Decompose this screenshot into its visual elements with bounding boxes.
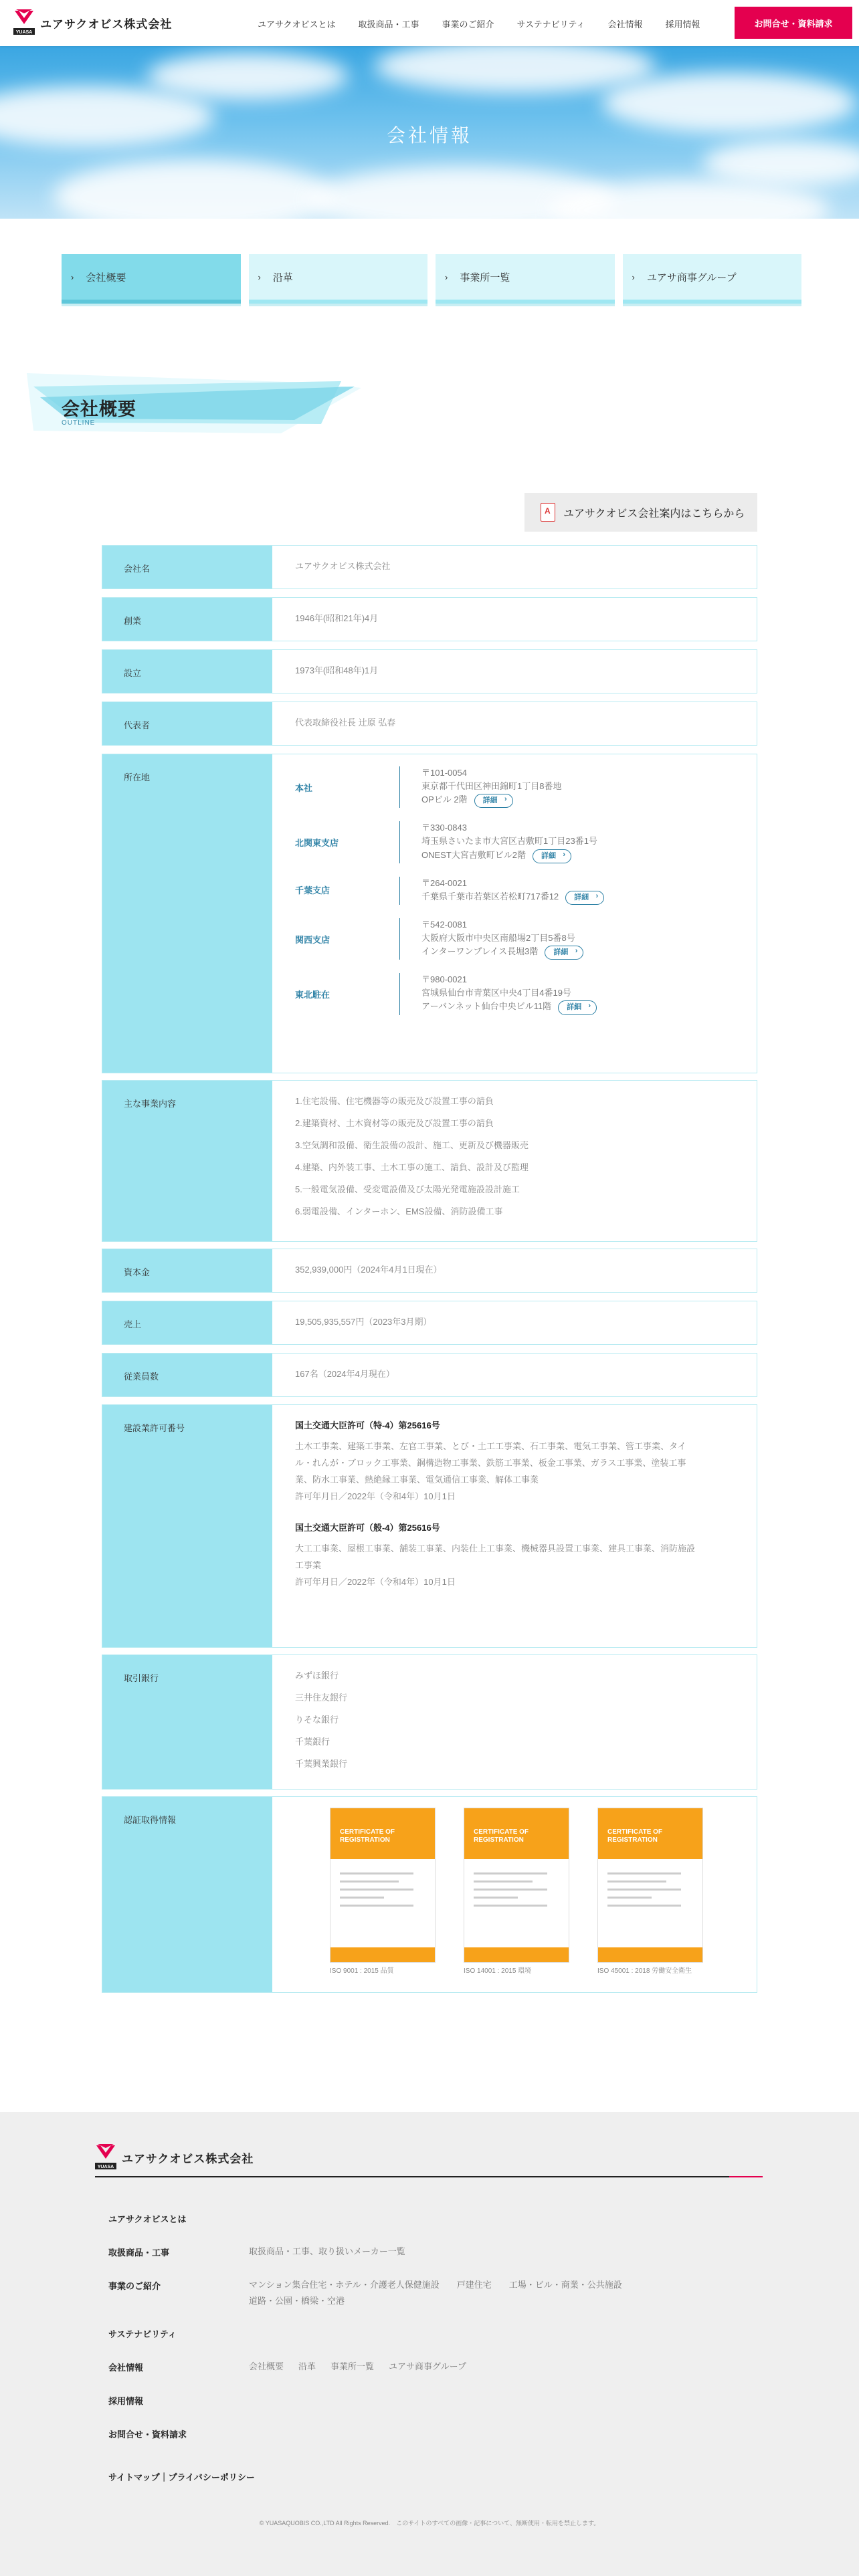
footer-link-contact[interactable]: お問合せ・資料請求 [108,2430,187,2440]
row-label: 創業 [102,598,272,641]
certificate-iso45001[interactable] [597,1808,703,1975]
certificate-image [464,1808,569,1963]
detail-button[interactable]: 詳細 › [545,946,583,960]
office-address: 埼玉県さいたま市大宮区吉敷町1丁目23番1号 [421,836,597,847]
office-name: 東北駐在 [295,990,330,1000]
detail-button[interactable]: 詳細 › [533,849,571,863]
row-value: 1946年(昭和21年)4月 [295,613,379,623]
footer-sub-outline[interactable]: 会社概要 [249,2361,284,2371]
license-date: 許可年月日／2022年（令和4年）10月1日 [295,1491,456,1501]
office-tohoku [295,973,757,1014]
certificate-caption: ISO 45001 : 2018 労働安全衛生 [597,1967,692,1975]
certificate-image [597,1808,703,1963]
row-value: 352,939,000円（2024年4月1日現在） [295,1265,442,1275]
certificate-iso14001[interactable] [464,1808,569,1975]
office-building: ONEST大宮吉敷町ビル2階 [421,849,527,860]
footer-sitemap-privacy[interactable]: サイトマップ｜プライバシーポリシー [108,2472,255,2482]
office-building: OPビル 2階 [421,794,468,805]
footer-sub-history[interactable]: 沿革 [298,2361,316,2371]
footer-link-recruit[interactable]: 採用情報 [108,2396,144,2406]
row-capital [102,1249,757,1293]
office-zip: 〒101-0054 [421,768,467,778]
office-name: 関西支店 [295,934,330,945]
logo-mark-text: YUASA [15,30,33,35]
office-chiba [295,877,757,905]
row-value: 代表取締役社長 辻原 弘春 [295,718,396,728]
certificate-image [330,1808,436,1963]
business-item: 6.弱電設備、インターホン、EMS設備、消防設備工事 [295,1206,503,1216]
row-value: 167名（2024年4月現在） [295,1369,395,1379]
footer-link-sustainability[interactable]: サステナビリティ [108,2329,177,2339]
office-address: 宮城県仙台市青葉区中央4丁目4番19号 [421,988,571,998]
certificate-caption: ISO 14001 : 2015 環境 [464,1967,532,1975]
office-zip: 〒980-0021 [421,974,467,985]
row-label: 所在地 [102,754,272,1073]
section-subtitle: OUTLINE [62,419,96,427]
hero-banner [0,46,859,219]
row-company [102,545,757,589]
nav-item-sustainability[interactable]: サステナビリティ [516,19,585,29]
row-label: 取引銀行 [102,1655,272,1789]
yuasa-logo-icon [13,9,35,36]
cloud [54,160,335,219]
license-line: 大工工事業、屋根工事業、舗装工事業、内装仕上工事業、機械器具設置工事業、建具工事業、消防施設 [295,1543,696,1553]
chevron-right-icon: › [632,272,635,282]
row-label: 資本金 [102,1249,272,1292]
logo-mark-text: YUASA [97,2165,114,2169]
license-heading: 国土交通大臣許可（特-4）第25616号 [295,1420,440,1430]
copyright: © YUASAQUOBIS CO.,LTD All Rights Reserved. このサイトのすべての画像・記事について、無断使用・転用を禁止します。 [259,2520,600,2527]
tab-offices[interactable] [436,254,615,304]
row-label: 売上 [102,1301,272,1344]
row-label: 代表者 [102,702,272,745]
row-founded [102,597,757,641]
row-address [102,754,757,1073]
cloud [375,46,656,93]
row-label: 従業員数 [102,1354,272,1396]
office-building: アーバンネット仙台中央ビル11階 [421,1001,552,1012]
footer-link-company[interactable]: 会社情報 [108,2363,144,2373]
tab-label: 事業所一覧 [460,272,510,284]
page-tabs [62,254,801,304]
footer-link-business[interactable]: 事業のご紹介 [108,2281,161,2291]
business-item: 1.住宅設備、住宅機器等の販売及び設置工事の請負 [295,1096,494,1106]
chevron-right-icon: › [445,272,448,282]
footer-link-products[interactable]: 取扱商品・工事 [108,2248,170,2258]
office-zip: 〒542-0081 [421,919,467,930]
footer-sub-group[interactable]: ユアサ商事グループ [389,2361,467,2371]
certificate-title: CERTIFICATE OF REGISTRATION [340,1828,395,1844]
row-label: 主な事業内容 [102,1081,272,1241]
row-established [102,649,757,693]
logo-name: ユアサクオビス株式会社 [40,17,173,31]
tab-group[interactable] [623,254,802,304]
row-value: 1973年(昭和48年)1月 [295,665,379,675]
chevron-right-icon: › [258,272,261,282]
office-name: 千葉支店 [295,885,330,895]
nav-item-business[interactable]: 事業のご紹介 [442,19,494,29]
bank-item: 千葉銀行 [295,1737,330,1747]
row-business [102,1080,757,1242]
section-title: 会社概要 [62,399,136,419]
license-date: 許可年月日／2022年（令和4年）10月1日 [295,1577,456,1587]
tab-label: ユアサ商事グループ [646,272,737,284]
row-label: 会社名 [102,546,272,588]
row-sales [102,1301,757,1345]
certificate-caption: ISO 9001 : 2015 品質 [330,1967,394,1975]
row-banks [102,1654,757,1790]
bank-item: 千葉興業銀行 [295,1759,348,1769]
cloud [147,53,348,100]
global-nav [258,17,723,30]
row-license [102,1404,757,1648]
certificate-title: CERTIFICATE OF REGISTRATION [474,1828,529,1844]
office-kitakanto [295,821,757,863]
certificate-title: CERTIFICATE OF REGISTRATION [607,1828,663,1844]
footer-logo-name: ユアサクオビス株式会社 [122,2152,254,2165]
bank-item: 三井住友銀行 [295,1693,348,1703]
row-employees [102,1353,757,1397]
footer-sub-offices[interactable]: 事業所一覧 [330,2361,375,2371]
nav-item-about[interactable]: ユアサクオビスとは [258,19,336,29]
license-heading: 国土交通大臣許可（般-4）第25616号 [295,1523,440,1533]
footer-link-about[interactable]: ユアサクオビスとは [108,2214,187,2224]
detail-button[interactable]: 詳細 › [565,891,604,905]
office-address: 千葉県千葉市若葉区若松町717番12 [421,891,559,901]
site-header [0,0,859,46]
office-zip: 〒330-0843 [421,823,467,833]
footer-logo[interactable] [95,2144,254,2171]
office-head [295,766,757,808]
business-item: 3.空気調和設備、衛生設備の設計、施工、更新及び機器販売 [295,1140,529,1150]
detail-button[interactable]: 詳細 › [558,1000,597,1014]
business-item: 4.建築、内外装工事、土木工事の施工、請負、設計及び監理 [295,1162,529,1172]
tab-history[interactable] [249,254,428,304]
office-address: 大阪府大阪市中央区南船場2丁目5番8号 [421,932,575,943]
row-value: 19,505,935,557円（2023年3月期） [295,1317,432,1327]
business-item: 5.一般電気設備、受変電設備及び太陽光発電施設設計施工 [295,1184,520,1194]
tab-label: 会社概要 [86,272,126,284]
detail-button[interactable]: 詳細 › [474,794,513,808]
certificate-iso9001[interactable] [330,1808,436,1975]
office-name: 本社 [295,783,313,793]
business-item: 2.建築資材、土木資材等の販売及び設置工事の請負 [295,1118,494,1128]
pdf-download-button[interactable] [524,493,757,532]
office-address: 東京都千代田区神田錦町1丁目8番地 [421,781,562,792]
tab-label: 沿革 [272,272,293,284]
pdf-button-label: ユアサクオビス会社案内はこちらから [563,508,745,520]
row-label: 建設業許可番号 [102,1405,272,1647]
bank-item: みずほ銀行 [295,1671,339,1681]
license-line: 工事業 [295,1560,322,1570]
license-line: ル・れんが・ブロック工事業、鋼構造物工事業、鉄筋工事業、板金工事業、ガラス工事業、塗装工事 [295,1458,686,1468]
nav-item-recruit[interactable]: 採用情報 [665,19,700,29]
row-value: ユアサクオビス株式会社 [295,561,391,571]
row-representative [102,702,757,746]
row-certs [102,1796,757,1993]
row-label: 認証取得情報 [102,1797,272,1992]
tab-outline[interactable] [62,254,241,304]
office-name: 北関東支店 [295,838,339,849]
footer-sub-business[interactable]: マンション集合住宅・ホテル・介護老人保健施設 戸建住宅 工場・ビル・商業・公共施設 [249,2280,622,2290]
office-building: インターワンプレイス長堀3階 [421,946,539,957]
yuasa-logo-icon [95,2144,116,2171]
bank-item: りそな銀行 [295,1715,339,1725]
office-kansai [295,918,757,960]
office-zip: 〒264-0021 [421,877,467,888]
nav-item-company[interactable]: 会社情報 [607,19,643,29]
chevron-right-icon: › [71,272,74,282]
row-label: 設立 [102,650,272,693]
license-line: 土木工事業、建築工事業、左官工事業、とび・土工工事業、石工事業、電気工事業、管工事業、タイ [295,1441,686,1451]
logo[interactable] [13,9,172,36]
license-line: 業、防水工事業、熱絶縁工事業、電気通信工事業、解体工事業 [295,1475,539,1485]
page-title: 会社情報 [386,125,472,146]
footer-sub-products[interactable]: 取扱商品・工事、取り扱いメーカー一覧 [249,2246,405,2256]
footer-sub-business-2[interactable]: 道路・公園・橋梁・空港 [249,2296,345,2306]
contact-button[interactable]: お問合せ・資料請求 [735,7,852,39]
site-footer [0,2112,859,2576]
nav-item-products[interactable]: 取扱商品・工事 [358,19,419,29]
pdf-icon [541,503,555,522]
footer-divider [95,2176,763,2177]
